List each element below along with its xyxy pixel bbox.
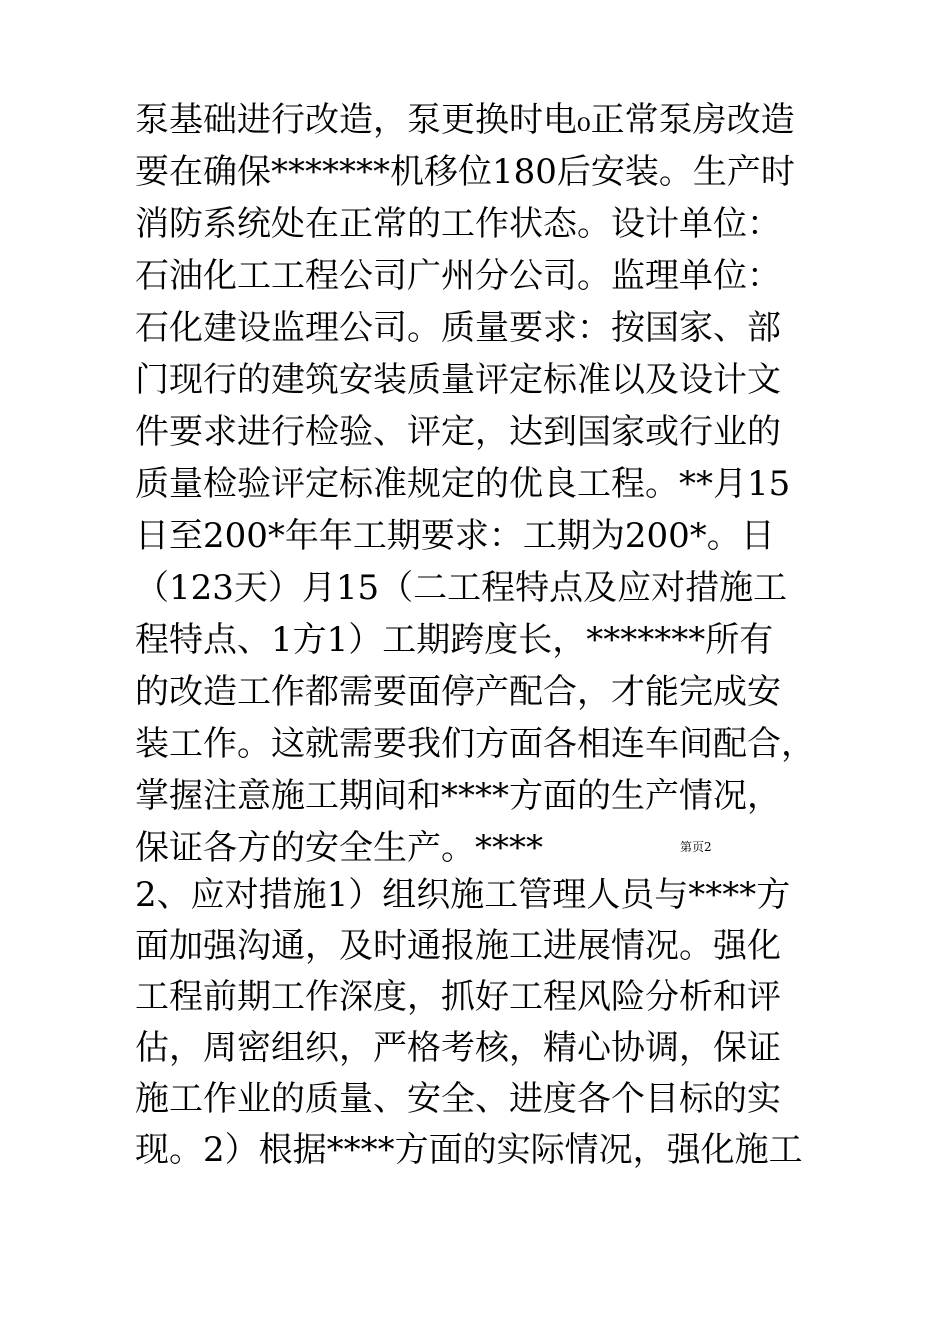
text-line: 的改造工作都需要面停产配合，才能完成安 (135, 672, 781, 712)
text-line: 施工作业的质量、安全、进度各个目标的实 (135, 1079, 781, 1119)
paragraph-top (135, 94, 825, 874)
text-line: 程特点、1方1）工期跨度长，*******所有 (135, 620, 774, 660)
text-line: 掌握注意施工期间和****方面的生产情况， (135, 776, 781, 816)
text-line: 件要求进行检验、评定，达到国家或行业的 (135, 412, 781, 452)
text-line: 装工作。这就需要我们方面各相连车间配合， (135, 724, 815, 764)
paragraph-bottom (135, 870, 825, 1176)
text-line: 石化建设监理公司。质量要求：按国家、部 (135, 308, 781, 348)
text-line: 现。2）根据****方面的实际情况，强化施工 (135, 1130, 803, 1170)
text-line: 2、应对措施1）组织施工管理人员与****方 (135, 875, 791, 915)
text-line: 泵基础进行改造，泵更换时电₀正常泵房改造 (135, 100, 795, 140)
text-line: （123天）月15（二工程特点及应对措施工 (135, 568, 788, 608)
text-line: 质量检验评定标准规定的优良工程。**月15 (135, 464, 791, 504)
text-line: 消防系统处在正常的工作状态。设计单位： (135, 204, 781, 244)
text-line: 面加强沟通，及时通报施工进展情况。强化 (135, 926, 781, 966)
text-line: 石油化工工程公司广州分公司。监理单位： (135, 256, 781, 296)
text-line: 估，周密组织，严格考核，精心协调，保证 (135, 1028, 781, 1068)
text-line: 保证各方的安全生产。**** (135, 828, 543, 868)
page-footer: 第页2 (680, 840, 712, 854)
text-line: 要在确保*******机移位180后安装。生产时 (135, 152, 795, 192)
text-line: 工程前期工作深度，抓好工程风险分析和评 (135, 977, 781, 1017)
text-line: 门现行的建筑安装质量评定标准以及设计文 (135, 360, 781, 400)
text-line: 日至200*年年工期要求：工期为200*。日 (135, 516, 775, 556)
